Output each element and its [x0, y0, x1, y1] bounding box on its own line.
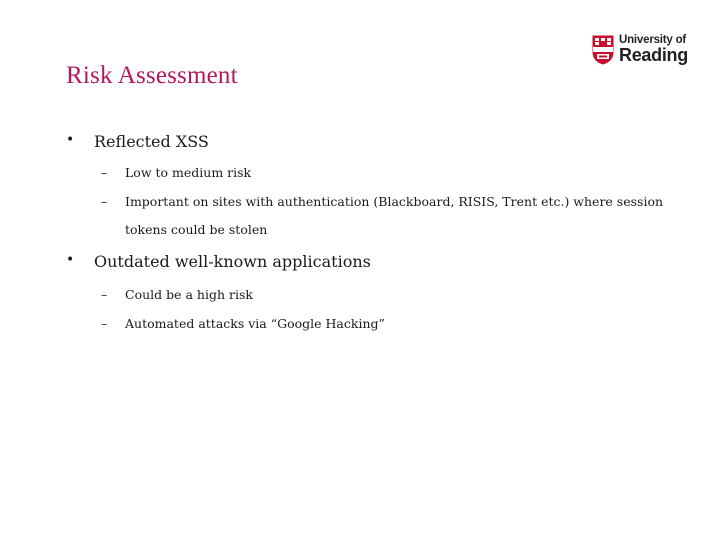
sub-bullet-item	[101, 310, 671, 338]
bullet-marker: •	[66, 252, 75, 268]
sub-bullet-text: Automated attacks via “Google Hacking”	[125, 316, 385, 331]
bullet-text: Reflected XSS	[94, 132, 209, 151]
sub-bullet-marker: –	[101, 165, 108, 180]
sub-bullet-text: Important on sites with authentication (Blackboard, RISIS, Trent etc.) where session tokens could be stolen	[125, 194, 664, 237]
logo-text-line1: University of	[619, 34, 687, 46]
sub-bullet-marker: –	[101, 287, 108, 302]
sub-bullet-text: Low to medium risk	[125, 165, 252, 180]
sub-bullet-item	[101, 281, 671, 309]
sub-bullet-item	[101, 188, 671, 244]
bullet-marker: •	[66, 132, 75, 148]
slide-title: Risk Assessment	[66, 62, 238, 89]
sub-bullet-marker: –	[101, 194, 108, 209]
logo-text-line2: Reading	[619, 45, 688, 65]
sub-bullet-text: Could be a high risk	[125, 287, 253, 302]
sub-bullet-marker: –	[101, 316, 108, 331]
sub-bullet-item	[101, 159, 671, 187]
bullet-text: Outdated well-known applications	[94, 252, 371, 271]
